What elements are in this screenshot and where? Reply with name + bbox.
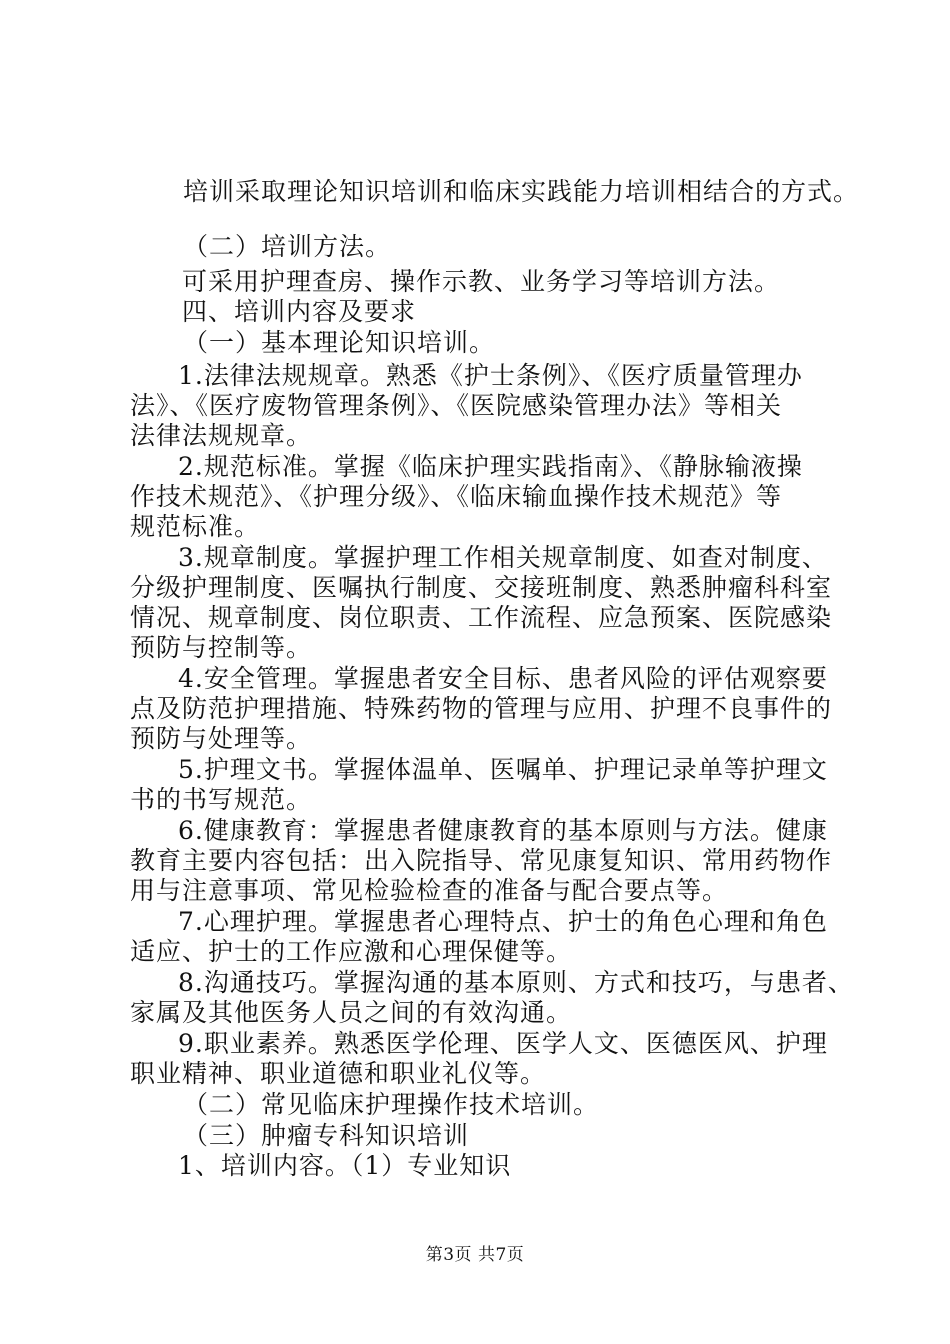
page-number-footer: 第3页 共7页: [425, 1245, 525, 1265]
section-heading: （二）培训方法。: [183, 232, 392, 261]
paragraph-line: 4.安全管理。掌握患者安全目标、患者风险的评估观察要: [178, 664, 828, 693]
paragraph-line: 分级护理制度、医嘱执行制度、交接班制度、熟悉肿瘤科科室: [130, 573, 833, 602]
paragraph-line: 情况、规章制度、岗位职责、工作流程、应急预案、医院感染: [130, 603, 833, 632]
paragraph-line: 3.规章制度。掌握护理工作相关规章制度、如查对制度、: [178, 543, 828, 572]
paragraph-line: 6.健康教育：掌握患者健康教育的基本原则与方法。健康: [178, 816, 828, 845]
paragraph-line: 点及防范护理措施、特殊药物的管理与应用、护理不良事件的: [130, 694, 833, 723]
paragraph-line: 书的书写规范。: [130, 785, 313, 814]
paragraph-line: 7.心理护理。掌握患者心理特点、护士的角色心理和角色: [178, 907, 828, 936]
paragraph-line: 1、培训内容。（1）专业知识: [178, 1151, 512, 1180]
section-heading: （二）常见临床护理操作技术培训。: [183, 1090, 600, 1119]
paragraph-line: 预防与处理等。: [130, 724, 313, 753]
paragraph-line: 用与注意事项、常见检验检查的准备与配合要点等。: [130, 876, 729, 905]
paragraph-line: 8.沟通技巧。掌握沟通的基本原则、方式和技巧，与患者、: [178, 968, 854, 997]
paragraph-line: 家属及其他医务人员之间的有效沟通。: [130, 998, 573, 1027]
paragraph-line: 5.护理文书。掌握体温单、医嘱单、护理记录单等护理文: [178, 755, 828, 784]
paragraph-line: 法》、《医疗废物管理条例》、《医院感染管理办法》等相关: [130, 391, 783, 420]
paragraph-line: 1.法律法规规章。熟悉《护士条例》、《医疗质量管理办: [178, 361, 803, 390]
paragraph-line: 2.规范标准。掌握《临床护理实践指南》、《静脉输液操: [178, 452, 803, 481]
paragraph-line: 规范标准。: [130, 512, 261, 541]
section-heading: 四、培训内容及要求: [182, 297, 417, 326]
section-heading: （一）基本理论知识培训。: [183, 328, 496, 357]
paragraph-line: 作技术规范》、《护理分级》、《临床输血操作技术规范》等: [130, 482, 783, 511]
paragraph-line: 培训采取理论知识培训和临床实践能力培训相结合的方式。: [183, 177, 860, 206]
paragraph-line: 9.职业素养。熟悉医学伦理、医学人文、医德医风、护理: [178, 1029, 828, 1058]
paragraph-line: 法律法规规章。: [130, 421, 313, 450]
paragraph-line: 职业精神、职业道德和职业礼仪等。: [130, 1059, 547, 1088]
paragraph-line: 适应、护士的工作应激和心理保健等。: [130, 937, 573, 966]
paragraph-line: 可采用护理查房、操作示教、业务学习等培训方法。: [182, 267, 781, 296]
paragraph-line: 预防与控制等。: [130, 633, 313, 662]
paragraph-line: 教育主要内容包括：出入院指导、常见康复知识、常用药物作: [130, 846, 833, 875]
section-heading: （三）肿瘤专科知识培训: [183, 1121, 470, 1150]
